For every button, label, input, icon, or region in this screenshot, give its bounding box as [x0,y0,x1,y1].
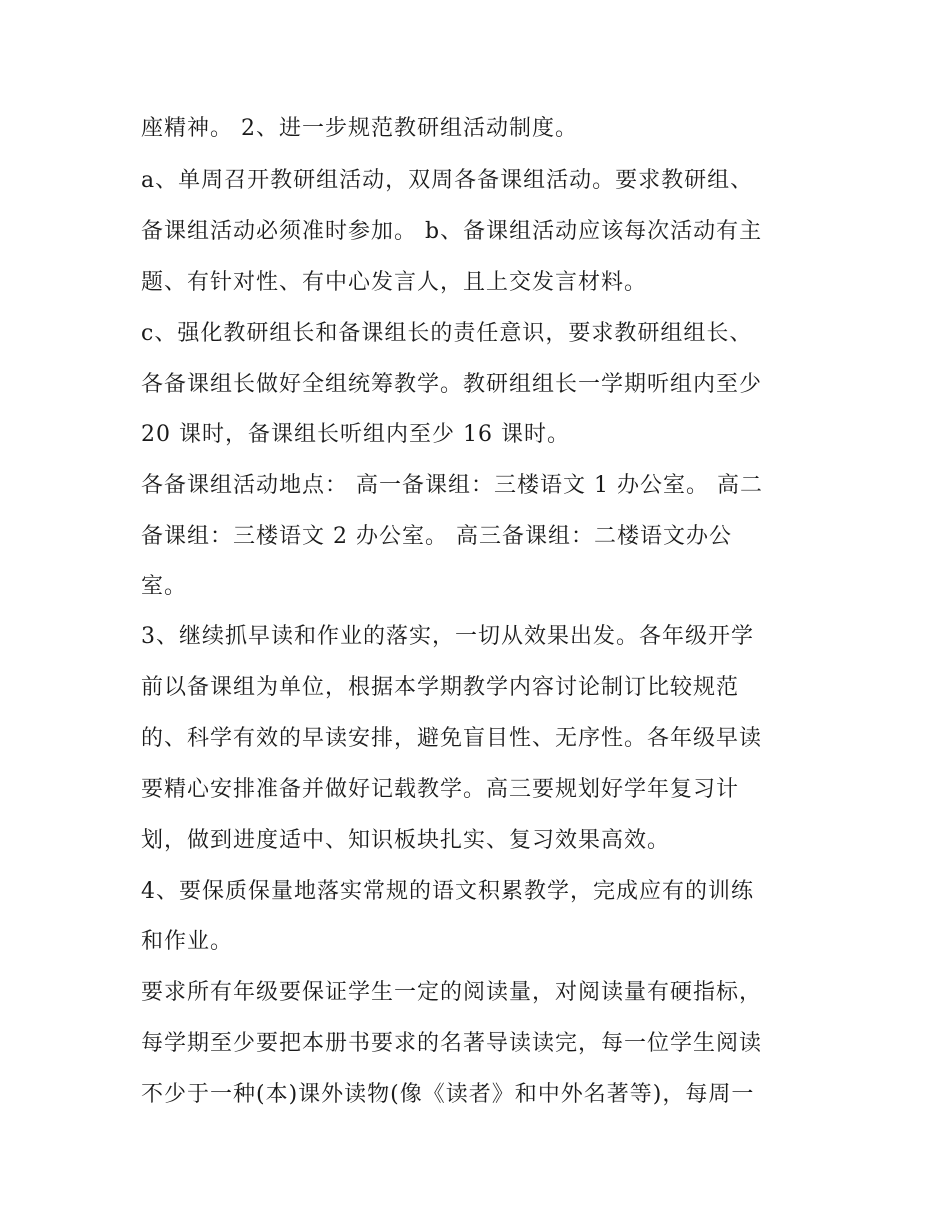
text-line: 要精心安排准备并做好记载教学。高三要规划好学年复习计 [141,777,740,802]
text-line: 前以备课组为单位，根据本学期教学内容讨论制订比较规范 [141,675,740,700]
text-line: 每学期至少要把本册书要求的名著导读读完，每一位学生阅读 [141,1031,763,1056]
text-line: 的、科学有效的早读安排，避免盲目性、无序性。各年级早读 [141,726,763,751]
text-line: 要求所有年级要保证学生一定的阅读量，对阅读量有硬指标， [141,980,763,1005]
text-line: 划，做到进度适中、知识板块扎实、复习效果高效。 [141,828,671,853]
text-line: 座精神。 2、进一步规范教研组活动制度。 [141,116,578,141]
text-line: 不少于一种(本)课外读物(像《读者》和中外名著等)，每周一 [141,1082,755,1107]
text-line: 各备课组活动地点： 高一备课组：三楼语文 1 办公室。 高二 [141,473,763,498]
text-line: 和作业。 [141,929,234,954]
text-line: 4、要保质保量地落实常规的语文积累教学，完成应有的训练 [141,879,754,904]
text-line: 题、有针对性、有中心发言人，且上交发言材料。 [141,270,648,295]
text-line: 备课组活动必须准时参加。 b、备课组活动应该每次活动有主 [141,219,763,244]
text-line: a、单周召开教研组活动，双周各备课组活动。要求教研组、 [141,168,754,193]
text-line: 20 课时，备课组长听组内至少 16 课时。 [141,422,570,447]
text-line: 备课组：三楼语文 2 办公室。 高三备课组：二楼语文办公 [141,524,732,549]
text-line: 各备课组长做好全组统筹教学。教研组组长一学期听组内至少 [141,372,763,397]
text-line: c、强化教研组长和备课组长的责任意识，要求教研组组长、 [141,321,753,346]
text-line: 室。 [141,574,188,599]
text-line: 3、继续抓早读和作业的落实，一切从效果出发。各年级开学 [141,624,754,649]
